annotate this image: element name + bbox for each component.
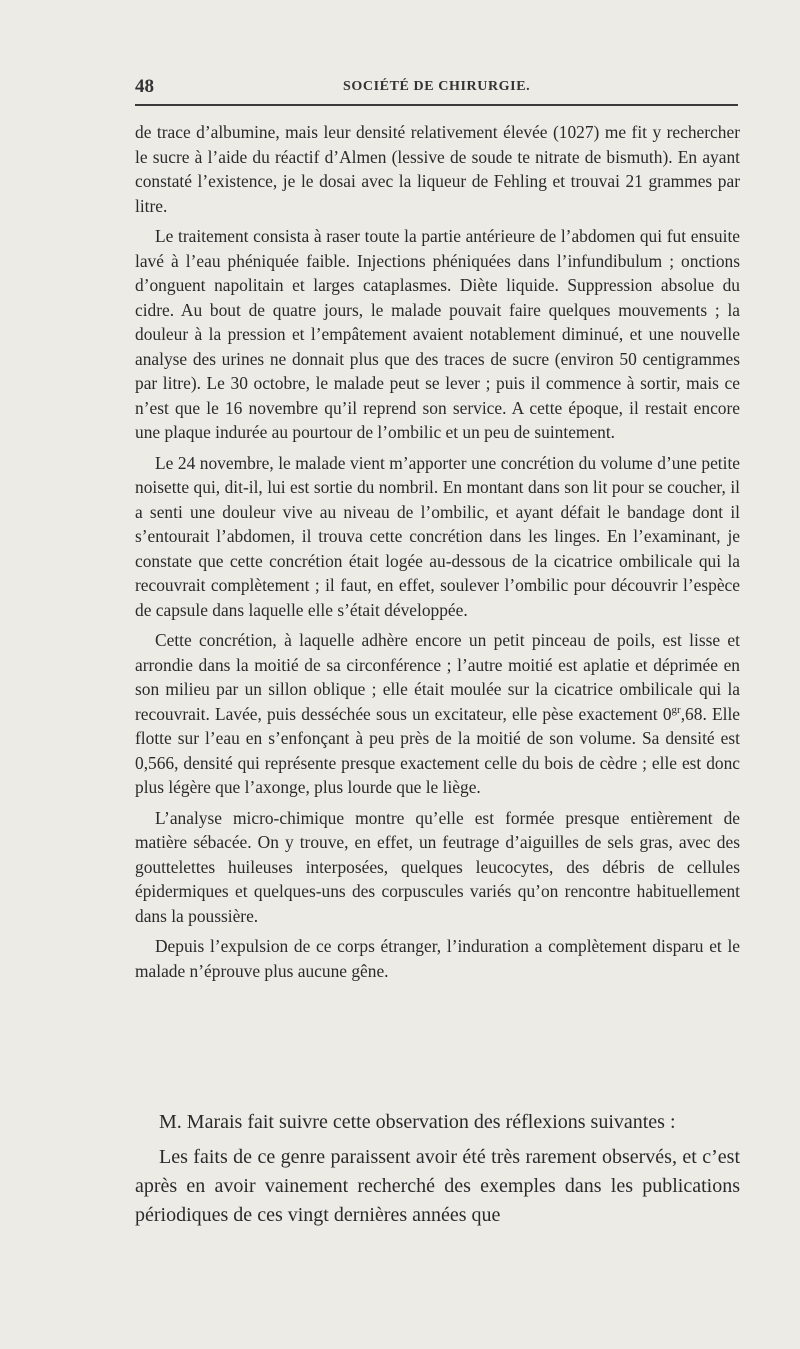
page-number: 48 <box>135 76 154 97</box>
text-segment: ,68. Elle flotte sur l’eau en s’enfonçant à peu près de la moitié de son volume. Sa densité est 0,566, densité qui représente presque exactement celle du bois de cèdre ; elle est donc plus légère que l’axonge, plus lourde que le liège. <box>135 703 740 797</box>
paragraph: Le traitement consista à raser toute la partie antérieure de l’abdomen qui fut ensuite lavé à l’eau phéniquée faible. Injections phéniquées dans l’infundibulum ; onctions d’onguent napolitain et larges cataplasmes. Diète liquide. Suppression absolue du cidre. Au bout de quatre jours, le malade pouvait faire quelques mouvements ; la douleur à la pression et l’empâtement avaient notablement diminué, et une nouvelle analyse des urines ne donnait plus que des traces de sucre (environ 50 centigrammes par litre). Le 30 octobre, le malade peut se lever ; puis il commence à sortir, mais ce n’est que le 16 novembre qu’il reprend son service. A cette époque, il restait encore une plaque indurée au pourtour de l’ombilic et un peu de suintement. <box>135 226 740 442</box>
paragraph: Depuis l’expulsion de ce corps étranger, l’induration a complètement disparu et le malade n’éprouve plus aucune gêne. <box>135 936 740 981</box>
page-header <box>135 76 738 100</box>
paragraph: L’analyse micro-chimique montre qu’elle est formée presque entièrement de matière sébacée. On y trouve, en effet, un feutrage d’aiguilles de sels gras, avec des gouttelettes huileuses interposées, quelques leucocytes, des débris de cellules épidermiques et quelques-uns des corpuscules variés qu’on rencontre habituellement dans la poussière. <box>135 807 740 926</box>
weight-unit: gr <box>671 703 681 716</box>
text-segment: Cette concrétion, à laquelle adhère encore un petit pinceau de poils, est lisse et arrondie dans la moitié de sa circonférence ; l’autre moitié est aplatie et déprimée en son milieu par un sillon oblique ; elle était moulée sur la cicatrice ombilicale qui la recouvrait. Lavée, puis desséchée sous un excitateur, elle pèse exactement 0 <box>135 630 740 724</box>
paragraph: Le 24 novembre, le malade vient m’apporter une concrétion du volume d’une petite noisette qui, dit-il, lui est sortie du nombril. En montant dans son lit pour se coucher, il a senti une douleur vive au niveau de l’ombilic, et ayant défait le bandage dont il s’entourait l’abdomen, il trouva cette concrétion dans les linges. En l’examinant, je constate que cette concrétion était logée au-dessous de la cicatrice ombilicale qui la recouvrait complètement ; il faut, en effet, soulever l’ombilic pour découvrir l’espèce de capsule dans laquelle elle s’était développée. <box>135 452 740 620</box>
running-title: SOCIÉTÉ DE CHIRURGIE. <box>343 79 531 94</box>
paragraph-concretion <box>135 628 740 800</box>
paragraph: de trace d’albumine, mais leur densité relativement élevée (1027) me fit y rechercher le sucre à l’aide du réactif d’Almen (lessive de soude te nitrate de bismuth). En ayant constaté l’existence, je le dosai avec la liqueur de Fehling et trouvai 21 grammes par litre. <box>135 122 740 216</box>
commentary-text <box>135 1108 740 1236</box>
body-text <box>135 120 740 989</box>
paragraph: M. Marais fait suivre cette observation des réflexions suivantes : <box>159 1111 676 1133</box>
header-rule <box>135 104 738 106</box>
paragraph: Les faits de ce genre paraissent avoir été très rarement observés, et c’est après en avoir vainement recherché des exemples dans les publications périodiques de ces vingt dernières années que <box>135 1146 740 1226</box>
